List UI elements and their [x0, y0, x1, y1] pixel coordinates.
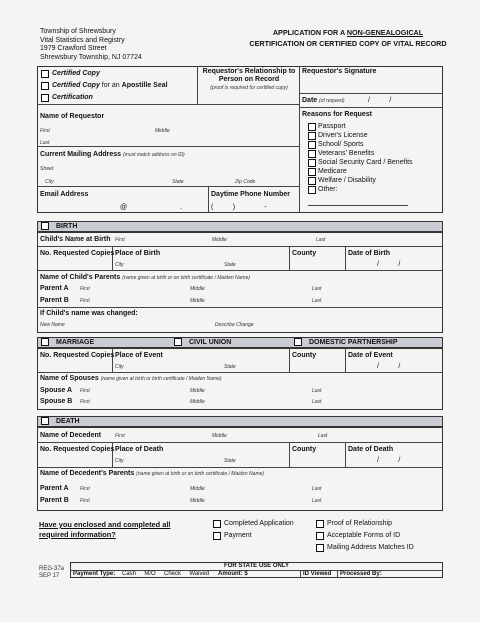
- parent-a-label: Parent A: [40, 485, 69, 492]
- domestic-partnership-checkbox[interactable]: [294, 338, 302, 346]
- email-label: Email Address: [40, 191, 89, 198]
- state-hint: State: [224, 458, 236, 464]
- first-hint: First: [80, 399, 90, 405]
- date-separators: / /: [368, 97, 392, 104]
- last-hint: Last: [312, 388, 322, 394]
- payment-type-label: Payment Type:: [73, 571, 116, 577]
- middle-hint: Middle: [190, 498, 205, 504]
- reason-checkbox[interactable]: [308, 177, 316, 185]
- other-reason-line[interactable]: [308, 205, 408, 206]
- reason-checkbox[interactable]: [308, 141, 316, 149]
- office-line: Shrewsbury Township, NJ 07724: [40, 53, 142, 61]
- middle-hint: Middle: [190, 399, 205, 405]
- checklist-label: Proof of Relationship: [327, 520, 392, 527]
- city-hint: City: [115, 458, 124, 464]
- date-separators: / /: [377, 457, 401, 464]
- state-hint: State: [224, 364, 236, 370]
- proof-relationship-checkbox[interactable]: [316, 520, 324, 528]
- state-hint: State: [224, 262, 236, 268]
- first-hint: First: [80, 498, 90, 504]
- email-dot: .: [180, 204, 182, 211]
- checklist-question: Have you enclosed and completed all required information?: [39, 520, 171, 539]
- form-code: REG-37a SEP 17: [39, 566, 65, 579]
- middle-hint: Middle: [190, 286, 205, 292]
- apostille-checkbox[interactable]: [41, 82, 49, 90]
- checklist-label: Mailing Address Matches ID: [327, 544, 414, 551]
- death-band: [37, 416, 443, 427]
- first-hint: First: [115, 433, 125, 439]
- reason-checkbox[interactable]: [308, 123, 316, 131]
- reason-label: Medicare: [318, 168, 347, 175]
- payment-types: Cash M/O Check Waived: [122, 571, 210, 577]
- first-hint: First: [115, 237, 125, 243]
- place-label: Place of Event: [115, 352, 163, 359]
- office-line: 1979 Crawford Street: [40, 45, 107, 53]
- checklist-label: Payment: [224, 532, 252, 539]
- birth-section: [37, 232, 443, 333]
- describe-change-hint: Describe Change: [215, 322, 254, 328]
- domestic-partnership-label: DOMESTIC PARTNERSHIP: [309, 339, 398, 346]
- date-label: Date: [302, 97, 318, 104]
- certified-copy-label: Certified Copy: [52, 70, 100, 77]
- spouse-b-label: Spouse B: [40, 398, 73, 405]
- birth-band-label: BIRTH: [56, 223, 78, 230]
- acceptable-id-checkbox[interactable]: [316, 532, 324, 540]
- signature-label: Requestor's Signature: [302, 68, 377, 75]
- reason-label: School/ Sports: [318, 141, 364, 148]
- parent-a-label: Parent A: [40, 285, 69, 292]
- first-hint: First: [80, 486, 90, 492]
- reason-checkbox[interactable]: [308, 159, 316, 167]
- middle-hint: Middle: [190, 298, 205, 304]
- reason-checkbox[interactable]: [308, 150, 316, 158]
- last-hint: Last: [312, 399, 322, 405]
- reason-label: Driver's License: [318, 132, 368, 139]
- certification-checkbox[interactable]: [41, 94, 49, 102]
- reason-label: Veterans' Benefits: [318, 150, 375, 157]
- last-hint: Last: [316, 237, 326, 243]
- city-hint: City: [45, 179, 54, 185]
- phone-format: ( ) -: [211, 204, 267, 211]
- copies-label: No. Requested Copies: [40, 352, 115, 359]
- death-checkbox[interactable]: [41, 417, 49, 425]
- amount-label: Amount: $: [218, 571, 248, 577]
- last-hint: Last: [40, 140, 50, 146]
- birth-checkbox[interactable]: [41, 222, 49, 230]
- reason-label: Other:: [318, 186, 338, 193]
- office-address: [40, 28, 142, 62]
- phone-label: Daytime Phone Number: [211, 191, 290, 198]
- date-label: Date of Death: [348, 446, 394, 453]
- requestor-name-label: Name of Requestor: [40, 113, 105, 120]
- office-line: Township of Shrewsbury: [40, 28, 116, 35]
- middle-hint: Middle: [190, 388, 205, 394]
- street-hint: Street: [40, 166, 54, 172]
- form-title: APPLICATION FOR A NON-GENEALOGICAL CERTIFICATION OR CERTIFIED COPY OF VITAL RECORD: [249, 28, 447, 48]
- first-hint: First: [80, 286, 90, 292]
- date-separators: / /: [377, 261, 401, 268]
- mailing-address-label: Current Mailing Address (must match address on ID): [40, 151, 185, 158]
- certified-copy-checkbox[interactable]: [41, 70, 49, 78]
- relationship-note: (proof is required for certified copy): [210, 85, 288, 91]
- civil-union-label: CIVIL UNION: [189, 339, 232, 346]
- certification-label: Certification: [52, 94, 93, 101]
- last-hint: Last: [312, 486, 322, 492]
- processed-by-label: Processed By:: [340, 571, 382, 577]
- new-name-hint: New Name: [40, 322, 65, 328]
- completed-application-checkbox[interactable]: [213, 520, 221, 528]
- last-hint: Last: [312, 298, 322, 304]
- reason-checkbox[interactable]: [308, 168, 316, 176]
- state-use-label: FOR STATE USE ONLY: [224, 563, 289, 569]
- parent-b-label: Parent B: [40, 497, 69, 504]
- reason-checkbox[interactable]: [308, 186, 316, 194]
- date-label: Date of Event: [348, 352, 393, 359]
- payment-checkbox[interactable]: [213, 532, 221, 540]
- reasons-title: Reasons for Request: [302, 111, 373, 118]
- reason-label: Welfare / Disability: [318, 177, 376, 184]
- id-viewed-label: ID Viewed: [303, 571, 332, 577]
- death-section: [37, 427, 443, 511]
- last-hint: Last: [318, 433, 328, 439]
- middle-hint: Middle: [190, 486, 205, 492]
- marriage-checkbox[interactable]: [41, 338, 49, 346]
- parents-label: Name of Child's Parents (name given at birth or on birth certificate / Maiden Name): [40, 274, 251, 281]
- checklist-label: Completed Application: [224, 520, 294, 527]
- checklist-label: Acceptable Forms of ID: [327, 532, 401, 539]
- office-line: Vital Statistics and Registry: [40, 36, 125, 44]
- email-at: @: [120, 204, 128, 211]
- date-label: Date of Birth: [348, 250, 390, 257]
- zip-hint: Zip Code: [235, 179, 256, 185]
- date-separators: / /: [377, 363, 401, 370]
- county-label: County: [292, 250, 317, 257]
- reason-checkbox[interactable]: [308, 132, 316, 140]
- last-hint: Last: [312, 498, 322, 504]
- apostille-label: Certified Copy for an Apostille Seal: [52, 82, 168, 89]
- last-hint: Last: [312, 286, 322, 292]
- middle-hint: Middle: [155, 128, 170, 134]
- marriage-label: MARRIAGE: [56, 339, 95, 346]
- spouses-label: Name of Spouses (name given at birth or birth certificate / Maiden Name): [40, 375, 222, 382]
- copies-label: No. Requested Copies: [40, 250, 115, 257]
- first-hint: First: [80, 388, 90, 394]
- death-band-label: DEATH: [56, 418, 80, 425]
- middle-hint: Middle: [212, 433, 227, 439]
- child-name-label: Child's Name at Birth: [40, 236, 111, 243]
- copies-label: No. Requested Copies: [40, 446, 115, 453]
- county-label: County: [292, 446, 317, 453]
- address-matches-checkbox[interactable]: [316, 544, 324, 552]
- place-label: Place of Birth: [115, 250, 161, 257]
- spouse-a-label: Spouse A: [40, 387, 73, 394]
- state-hint: State: [172, 179, 184, 185]
- reason-label: Social Security Card / Benefits: [318, 159, 413, 166]
- decedent-parents-label: Name of Decedent's Parents (name given at birth or on birth certificate / Maiden Name): [40, 470, 265, 477]
- city-hint: City: [115, 262, 124, 268]
- civil-union-checkbox[interactable]: [174, 338, 182, 346]
- middle-hint: Middle: [212, 237, 227, 243]
- parent-b-label: Parent B: [40, 297, 69, 304]
- city-hint: City: [115, 364, 124, 370]
- county-label: County: [292, 352, 317, 359]
- date-note: (of request): [319, 98, 345, 104]
- birth-band: [37, 221, 443, 232]
- place-label: Place of Death: [115, 446, 164, 453]
- name-changed-label: If Child's name was changed:: [40, 310, 138, 317]
- reason-label: Passport: [318, 123, 346, 130]
- decedent-name-label: Name of Decedent: [40, 432, 102, 439]
- first-hint: First: [80, 298, 90, 304]
- first-hint: First: [40, 128, 50, 134]
- relationship-label: Requestor's Relationship to Person on Record: [202, 68, 296, 83]
